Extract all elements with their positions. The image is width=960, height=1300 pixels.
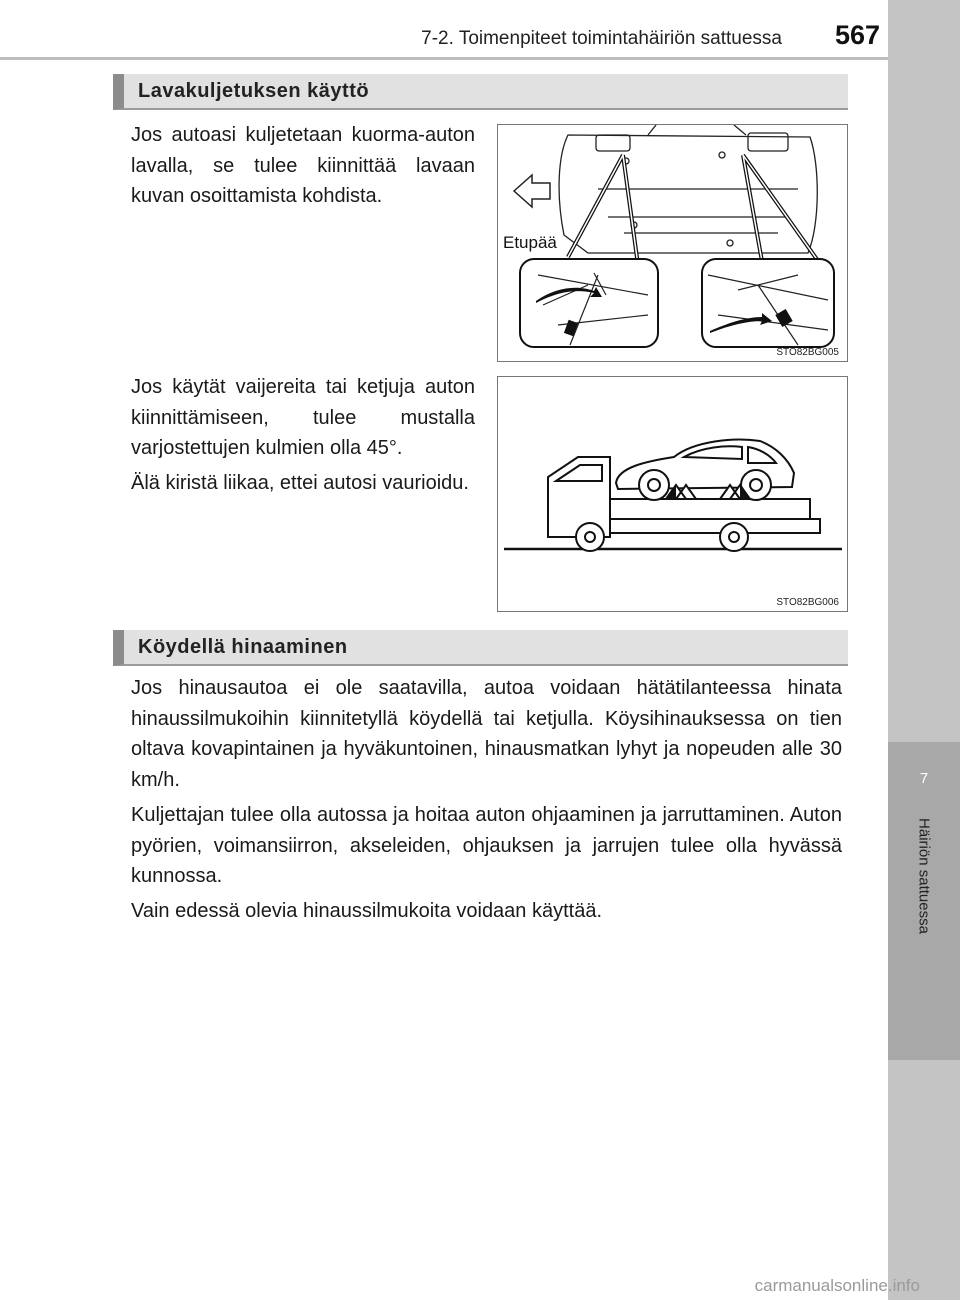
section-heading-text: Köydellä hinaaminen [138,636,348,658]
section-heading-text: Lavakuljetuksen käyttö [138,80,370,102]
detail-rear-hook [702,259,834,347]
paragraph-koysihinaus-1: Jos hinausautoa ei ole saatavilla, autoa voidaan hätätilanteessa hinata hinaussilmukoihin kiinnitetyllä köydellä tai ketjulla. Köysihinauksessa on tien oltava kovapintainen ja hyväkuntoinen, hinausmatkan lyhyt ja nopeuden alle 30 km/h. [131,677,842,791]
section-heading-lavakuljetus [113,74,848,110]
figure-tie-down-points [497,124,848,362]
paragraph-lavakuljetus-2: Jos käytät vaijereita tai ketjuja auton kiinnittämiseen, tulee mustalla varjostettujen kulmien olla 45°. [131,376,475,459]
header-rule [0,57,888,60]
front-arrow-icon [514,175,550,207]
paragraph-koysihinaus-3: Vain edessä olevia hinaussilmukoita voidaan käyttää. [131,900,603,922]
chapter-title: Häiriön sattuessa [915,818,933,934]
detail-front-hook [520,259,658,347]
figure-tow-truck [497,376,848,612]
tow-truck-illustration [498,377,847,611]
figure-label-front: Etupää [503,233,557,252]
chapter-sidebar [888,0,960,1300]
page-header [0,0,888,58]
paragraph-koysihinaus-2: Kuljettajan tulee olla autossa ja hoitaa auton ohjaaminen ja jarruttaminen. Auton pyörien, voimansiirron, akseleiden, ohjauksen ja jarrujen tulee olla hyvässä kunnossa. [131,804,842,887]
paragraph-lavakuljetus-1: Jos autoasi kuljetetaan kuorma-auton lavalla, se tulee kiinnittää lavaan kuvan osoittamista kohdista. [131,124,475,207]
paragraph-lavakuljetus-3: Älä kiristä liikaa, ettei autosi vaurioidu. [131,472,469,494]
figure-code: STO82BG005 [776,347,839,358]
watermark: carmanualsonline.info [754,1276,920,1295]
page-number: 567 [834,20,880,50]
section-heading-koysihinaus [113,630,848,666]
chapter-number: 7 [919,770,929,787]
figure-code: STO82BG006 [776,597,839,608]
section-title: 7-2. Toimenpiteet toimintahäiriön sattuessa [421,28,782,49]
